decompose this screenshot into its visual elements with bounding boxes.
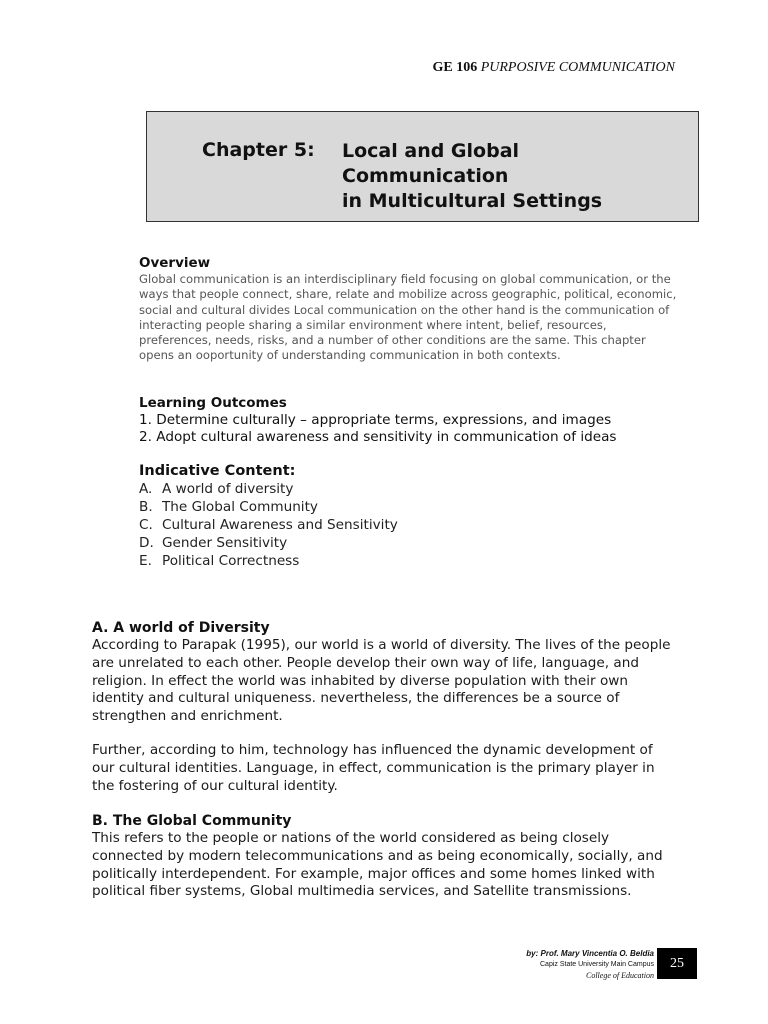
overview-heading: Overview xyxy=(139,255,211,271)
learning-outcomes-heading: Learning Outcomes xyxy=(139,395,287,411)
section-global-community xyxy=(92,812,672,917)
learning-outcome-item: 2. Adopt cultural awareness and sensitivity in communication of ideas xyxy=(139,429,617,445)
indicative-content-item xyxy=(139,516,398,534)
course-code: GE 106 xyxy=(432,60,478,75)
indicative-content-list xyxy=(139,480,398,570)
course-title: PURPOSIVE COMMUNICATION xyxy=(480,60,675,75)
university-name: Capiz State University Main Campus xyxy=(540,961,654,968)
indicative-content-item xyxy=(139,498,398,516)
chapter-title-line-1: Local and Global Communication xyxy=(342,140,520,187)
section-heading: B. The Global Community xyxy=(92,813,292,829)
learning-outcomes-list xyxy=(139,412,617,446)
item-text: Political Correctness xyxy=(162,553,300,569)
item-letter: C. xyxy=(139,517,153,533)
learning-outcome-item: 1. Determine culturally – appropriate terms, expressions, and images xyxy=(139,412,612,428)
overview-body: Global communication is an interdisciplinary field focusing on global communication, or the ways that people connect, share, relate and mobilize across geographic, political, economic, social and cultural divides Local communication on the other hand is the communication of interacting people sharing a similar environment where intent, belief, resources, preferences, needs, risks, and a number of other conditions are the same. This chapter opens an ooportunity of understanding communication in both contexts. xyxy=(139,272,677,363)
section-world-of-diversity xyxy=(92,619,672,811)
chapter-label: Chapter 5: xyxy=(202,139,315,161)
item-text: Cultural Awareness and Sensitivity xyxy=(162,517,398,533)
item-text: Gender Sensitivity xyxy=(162,535,288,551)
section-paragraph: Further, according to him, technology has influenced the dynamic development of our cultural identities. Language, in effect, communication is the primary player in the fostering of our cultural identity. xyxy=(92,741,655,794)
item-letter: B. xyxy=(139,499,153,515)
item-text: A world of diversity xyxy=(162,481,294,497)
chapter-title-box xyxy=(146,111,699,222)
college-name: College of Education xyxy=(586,971,654,980)
section-paragraph: This refers to the people or nations of the world considered as being closely connected by modern telecommunications and as being economically, socially, and politically interdependent. For example, major offices and some homes linked with political fiber systems, Global multimedia services, and Satellite transmissions. xyxy=(92,830,663,900)
page-number: 25 xyxy=(657,948,697,979)
section-paragraph: According to Parapak (1995), our world is a world of diversity. The lives of the people are unrelated to each other. People develop their own way of life, language, and religion. In effect the world was inhabited by diverse population with their own identity and cultural uniqueness. nevertheless, the differences be a source of strengthen and enrichment. xyxy=(92,637,671,725)
indicative-content-item xyxy=(139,552,398,570)
footer-credit xyxy=(526,948,654,982)
item-letter: E. xyxy=(139,553,152,569)
chapter-title-line-2: in Multicultural Settings xyxy=(342,190,603,212)
section-heading: A. A world of Diversity xyxy=(92,620,270,636)
author-credit: by: Prof. Mary Vincentia O. Beldia xyxy=(526,949,654,958)
item-text: The Global Community xyxy=(162,499,318,515)
item-letter: D. xyxy=(139,535,154,551)
item-letter: A. xyxy=(139,481,153,497)
chapter-title xyxy=(342,139,692,214)
indicative-content-heading: Indicative Content: xyxy=(139,463,296,479)
page-header xyxy=(432,60,675,76)
indicative-content-item xyxy=(139,534,398,552)
indicative-content-item xyxy=(139,480,398,498)
